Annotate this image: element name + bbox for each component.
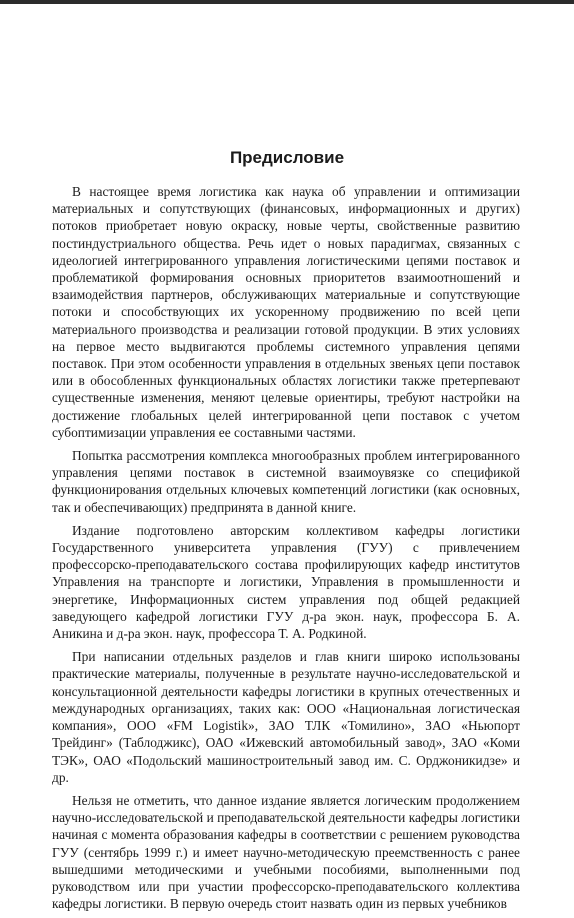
paragraph-5: Нельзя не отметить, что данное издание является логическим продолжением научно-исследовательской и преподавательской деятельности кафедры логистики начиная с момента образования кафедры в соответствии с решением руководства ГУУ (сентябрь 1999 г.) и имеет научно-методическую преемственность с ранее вышедшими методическими и учебными пособиями, выполненными под руководством или при участии профессорско-преподавательского коллектива кафедры логистики. В первую очередь стоит назвать один из первых учебников (52, 792, 520, 912)
page-title: Предисловие (229, 148, 345, 167)
top-border-rule (0, 0, 574, 4)
preface-body (52, 183, 520, 918)
paragraph-4: При написании отдельных разделов и глав книги широко использованы практические материалы, полученные в результате научно-исследовательской и консультационной деятельности кафедры логистики в крупных отечественных и международных организациях, таких как: ООО «Национальная логистическая компания», ООО «FM Logistik», ЗАО ТЛК «Томилино», ЗАО «Ньюпорт Трейдинг» (Таблоджикс), ОАО «Ижевский автомобильный завод», ЗАО «Коми ТЭК», ОАО «Подольский машиностроительный завод им. С. Орджоникидзе» и др. (52, 649, 520, 785)
paragraph-2: Попытка рассмотрения комплекса многообразных проблем интегрированного управления цепями поставок в системной взаимоувязке со спецификой функционирования отдельных ключевых компетенций логистики (как основных, так и обеспечивающих) предпринята в данной книге. (52, 448, 520, 515)
paragraph-3: Издание подготовлено авторским коллективом кафедры логистики Государственного университета управления (ГУУ) с привлечением профессорско-преподавательского состава профилирующих кафедр институтов Управления на транспорте и логистики, Управления в промышленности и энергетике, Информационных систем управления под общей редакцией заведующего кафедрой логистики ГУУ д-ра экон. наук, профессора Б. А. Аникина и д-ра экон. наук, профессора Т. А. Родкиной. (52, 522, 520, 642)
paragraph-1: В настоящее время логистика как наука об управлении и оптимизации материальных и сопутствующих (финансовых, информационных и других) потоков приобретает новую окраску, новые черты, свойственные развитию постиндустриального общества. Речь идет о новых парадигмах, связанных с идеологией интегрированного управления логистическими цепями поставок и проблематикой формирования основных приоритетов взаимоотношений и взаимодействия партнеров, обслуживающих материальные и сопутствующие потоки и способствующих их ускоренному продвижению по всей цепи материального производства и реализации готовой продукции. В этих условиях на первое место выдвигаются проблемы системного управления цепями поставок. При этом особенности управления в отдельных звеньях цепи поставок или в обособленных функциональных областях логистики также претерпевают существенные изменения, меняют целевые ориентиры, требуют настройки на достижение глобальных целей интегрированной цепи поставок с учетом субоптимизации управления ее составными частями. (52, 184, 520, 440)
